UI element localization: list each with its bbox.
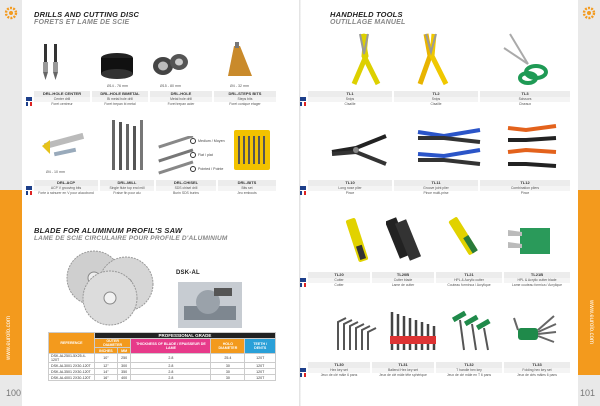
saw-machine-photo (178, 282, 242, 328)
product-desc-fr: Burin SDS burins (172, 191, 199, 195)
product-desc-fr: Foret trepan bi metal (104, 102, 136, 106)
cutter-image (338, 216, 378, 266)
size-caption: Ø4 - 10 mm (46, 170, 65, 174)
size-caption: Ø15 - 80 mm (160, 84, 181, 88)
cell-inch: 10" (94, 354, 117, 363)
product-desc-en: SDS chisel drill (156, 186, 216, 191)
snips-image (406, 32, 456, 88)
cell-teeth: 120T (245, 354, 276, 363)
product-desc-fr: Couteau forminca / Acrylique (447, 283, 491, 287)
product-code: DRL-CHISEL (156, 180, 216, 186)
product-desc-fr: Cisaille (344, 102, 356, 106)
product-desc-fr: Pince multi-prise (423, 191, 449, 195)
table-header-mm: MM (117, 348, 131, 354)
product-desc-en: Combination pliers (480, 186, 570, 191)
bits-set-image (232, 128, 272, 172)
product-desc-fr: Jeux de clé mâle 6 pans (320, 373, 358, 377)
product-desc-en: Hex key set (308, 368, 370, 373)
product-code: TL20B (372, 272, 434, 278)
bimetal-hole-saw-image (98, 50, 136, 82)
table-header-thickness: THICKNESS OF BLADE / EPAISSEUR DE LAME (131, 339, 211, 354)
metal-hole-saw-image (150, 48, 190, 82)
product-code: DRL-HOLE CENTER (34, 91, 90, 97)
product-code: TL2 (394, 91, 478, 97)
uk-flag-icon (26, 97, 32, 101)
step-drill-bit-image (228, 42, 258, 82)
product-desc-en: Cutter (308, 278, 370, 283)
france-flag-icon (300, 283, 306, 287)
long-nose-plier-image (330, 130, 390, 170)
table-header-outer: OUTER DIAMETER (94, 339, 131, 348)
groove-joint-plier-image (414, 124, 484, 170)
table-header-teeth: TEETH / DENTS (245, 339, 276, 354)
gear-logo-icon (582, 6, 596, 20)
cell-ref: DSK-AL3501 2X30-120T (49, 369, 95, 375)
website-url: www.eurolo.com (6, 315, 12, 360)
product-code: DRL-ACP (34, 180, 98, 186)
uk-flag-icon (26, 186, 32, 190)
cell-thickness: 2.8 (131, 375, 211, 381)
product-code: DRL-HOLE (150, 91, 212, 97)
table-row (49, 375, 276, 381)
uk-flag-icon (300, 278, 306, 282)
table-header-hole: HOLO DIAMETER (211, 339, 245, 354)
saw-blades-image (64, 248, 174, 326)
chisel-type-label: Medium / Moyen (198, 139, 225, 143)
section-subtitle: LAME DE SCIE CIRCULAIRE POUR PROFILE D'ALUMINIUM (34, 235, 228, 242)
page-number: 101 (580, 388, 596, 398)
cell-ref: DSK-AL3001 2X30-120T (49, 363, 95, 369)
product-desc-fr: Forte à rainurer en V pour alucobond (38, 191, 94, 195)
product-code: TL21 (436, 272, 502, 278)
cell-teeth: 120T (245, 375, 276, 381)
product-desc-fr: Jeux de clé mâle en T 6 pans (446, 373, 492, 377)
product-desc-fr: Foret conique etager (229, 102, 261, 106)
hpl-cutter-blade-image (504, 222, 554, 262)
france-flag-icon (26, 191, 32, 195)
center-drill-image (40, 42, 80, 84)
cell-hole: 25.4 (211, 354, 245, 363)
product-desc-en: Folding hex key set (504, 368, 570, 373)
cell-mm: 300 (117, 363, 131, 369)
product-code: TL20 (308, 272, 370, 278)
product-code: DRL-MILL (100, 180, 154, 186)
product-desc-fr: Lame couteau formica / Acrylique (511, 283, 563, 287)
folding-hex-key-image (512, 310, 558, 350)
product-desc-en: Ballend Hex key set (372, 368, 434, 373)
size-caption: Ø14 - 76 mm (107, 84, 128, 88)
product-code: TL21B (504, 272, 570, 278)
product-desc-fr: Pince (520, 191, 530, 195)
chisel-type-label: Flat / plat (198, 153, 213, 157)
product-desc-en: Long nose plier (308, 186, 392, 191)
table-header-reference: REFERENCE (49, 333, 95, 354)
section-subtitle: FORETS ET LAME DE SCIE (34, 19, 130, 26)
combination-pliers-image (504, 122, 560, 174)
product-desc-fr: Jeux de clés mâles 6 pans (517, 373, 557, 377)
cutter-blade-image (386, 214, 426, 264)
uk-flag-icon (300, 186, 306, 190)
product-desc-fr: Jeux de clé mâle tête sphérique (379, 373, 427, 377)
hex-key-set-image (334, 312, 378, 352)
snips-image (340, 32, 390, 88)
saw-reference-label: DSK-AL (176, 270, 200, 276)
product-desc-en: Scissors (480, 97, 570, 102)
product-code: DRL-BITS (218, 180, 276, 186)
cell-inch: 12" (94, 363, 117, 369)
product-desc-fr: Pince (345, 191, 355, 195)
cell-hole: 30 (211, 375, 245, 381)
end-mill-image (110, 118, 144, 174)
table-title: PROFESSIONAL GRADE (94, 333, 275, 339)
cell-mm: 250 (117, 354, 131, 363)
france-flag-icon (300, 191, 306, 195)
product-code: TL32 (436, 362, 502, 368)
section-title: BLADE FOR ALUMINUM PROFIL'S SAW (34, 226, 183, 235)
blade-spec-table (48, 332, 276, 381)
france-flag-icon (26, 102, 32, 106)
product-code: TL33 (504, 362, 570, 368)
website-url: www.eurolo.com (588, 300, 594, 345)
table-header-inches: INCHES (94, 348, 117, 354)
cell-hole: 30 (211, 363, 245, 369)
chisel-bullet-icon (190, 138, 196, 144)
chisel-bullet-icon (190, 152, 196, 158)
scissors-image (500, 30, 550, 86)
product-code: TL10 (308, 180, 392, 186)
product-desc-fr: Cutter (334, 283, 344, 287)
cell-teeth: 120T (245, 363, 276, 369)
product-desc-fr: Ciseaux (518, 102, 532, 106)
product-code: TL31 (372, 362, 434, 368)
cell-hole: 30 (211, 369, 245, 375)
product-desc-fr: Foret centreur (51, 102, 73, 106)
right-orange-tab (578, 190, 600, 375)
cell-mm: 400 (117, 375, 131, 381)
product-desc-en: Steps bits (214, 97, 276, 102)
france-flag-icon (300, 102, 306, 106)
product-desc-en: ACP V grooving bits (34, 186, 98, 191)
page-number: 100 (6, 388, 22, 398)
table-row (49, 354, 276, 363)
cell-inch: 16" (94, 375, 117, 381)
product-code: TL3 (480, 91, 570, 97)
hpl-acrylic-cutter-image (444, 214, 484, 264)
product-desc-en: Bi metal hole drill (92, 97, 148, 102)
product-code: DRL-HOLE BIMETAL (92, 91, 148, 97)
product-desc-en: HPL & Acrylic cutter (436, 278, 502, 283)
ballend-hex-key-set-image (388, 306, 438, 352)
product-code: DRL-STEPS BITS (214, 91, 276, 97)
france-flag-icon (300, 373, 306, 377)
uk-flag-icon (300, 97, 306, 101)
product-desc-en: Snips (308, 97, 392, 102)
product-desc-en: Cutter blade (372, 278, 434, 283)
uk-flag-icon (300, 368, 306, 372)
acp-grooving-bit-image (40, 128, 86, 168)
product-code: TL12 (480, 180, 570, 186)
chisel-bullet-icon (190, 166, 196, 172)
cell-thickness: 2.8 (131, 363, 211, 369)
t-handle-hex-key-image (450, 310, 496, 352)
product-desc-fr: Jeu embouts (237, 191, 257, 195)
product-desc-fr: Foret trepan acier (167, 102, 195, 106)
cell-ref: DSK-AL4001 2X30-120T (49, 375, 95, 381)
product-desc-fr: Lame de cutter (391, 283, 415, 287)
cell-ref: DSK-AL2501-5X25.4-120T (49, 354, 95, 363)
cell-thickness: 2.8 (131, 354, 211, 363)
cell-thickness: 2.8 (131, 369, 211, 375)
gear-logo-icon (4, 6, 18, 20)
product-desc-en: Bits set (218, 186, 276, 191)
product-desc-en: HPL & Acrylic cutter blade (504, 278, 570, 283)
product-code: TL30 (308, 362, 370, 368)
cell-inch: 14" (94, 369, 117, 375)
product-code: TL1 (308, 91, 392, 97)
product-desc-en: T handle hex key (436, 368, 502, 373)
product-desc-en: Snips (394, 97, 478, 102)
section-subtitle: OUTILLAGE MANUEL (330, 19, 406, 26)
section-title: HANDHELD TOOLS (330, 10, 403, 19)
product-desc-fr: Cisaille (430, 102, 442, 106)
product-desc-en: Metal hole drill (150, 97, 212, 102)
page-fold (299, 0, 301, 406)
section-title: DRILLS AND CUTTING DISC (34, 10, 140, 19)
chisel-type-label: Pointed / Pointe (198, 167, 224, 171)
product-desc-fr: Fraise fin pour alu (113, 191, 141, 195)
product-desc-en: Single flute top end mill (100, 186, 154, 191)
product-desc-en: Center drill (34, 97, 90, 102)
cell-teeth: 120T (245, 369, 276, 375)
product-desc-en: Groove joint plier (394, 186, 478, 191)
size-caption: Ø4 - 32 mm (230, 84, 249, 88)
product-code: TL11 (394, 180, 478, 186)
cell-mm: 350 (117, 369, 131, 375)
